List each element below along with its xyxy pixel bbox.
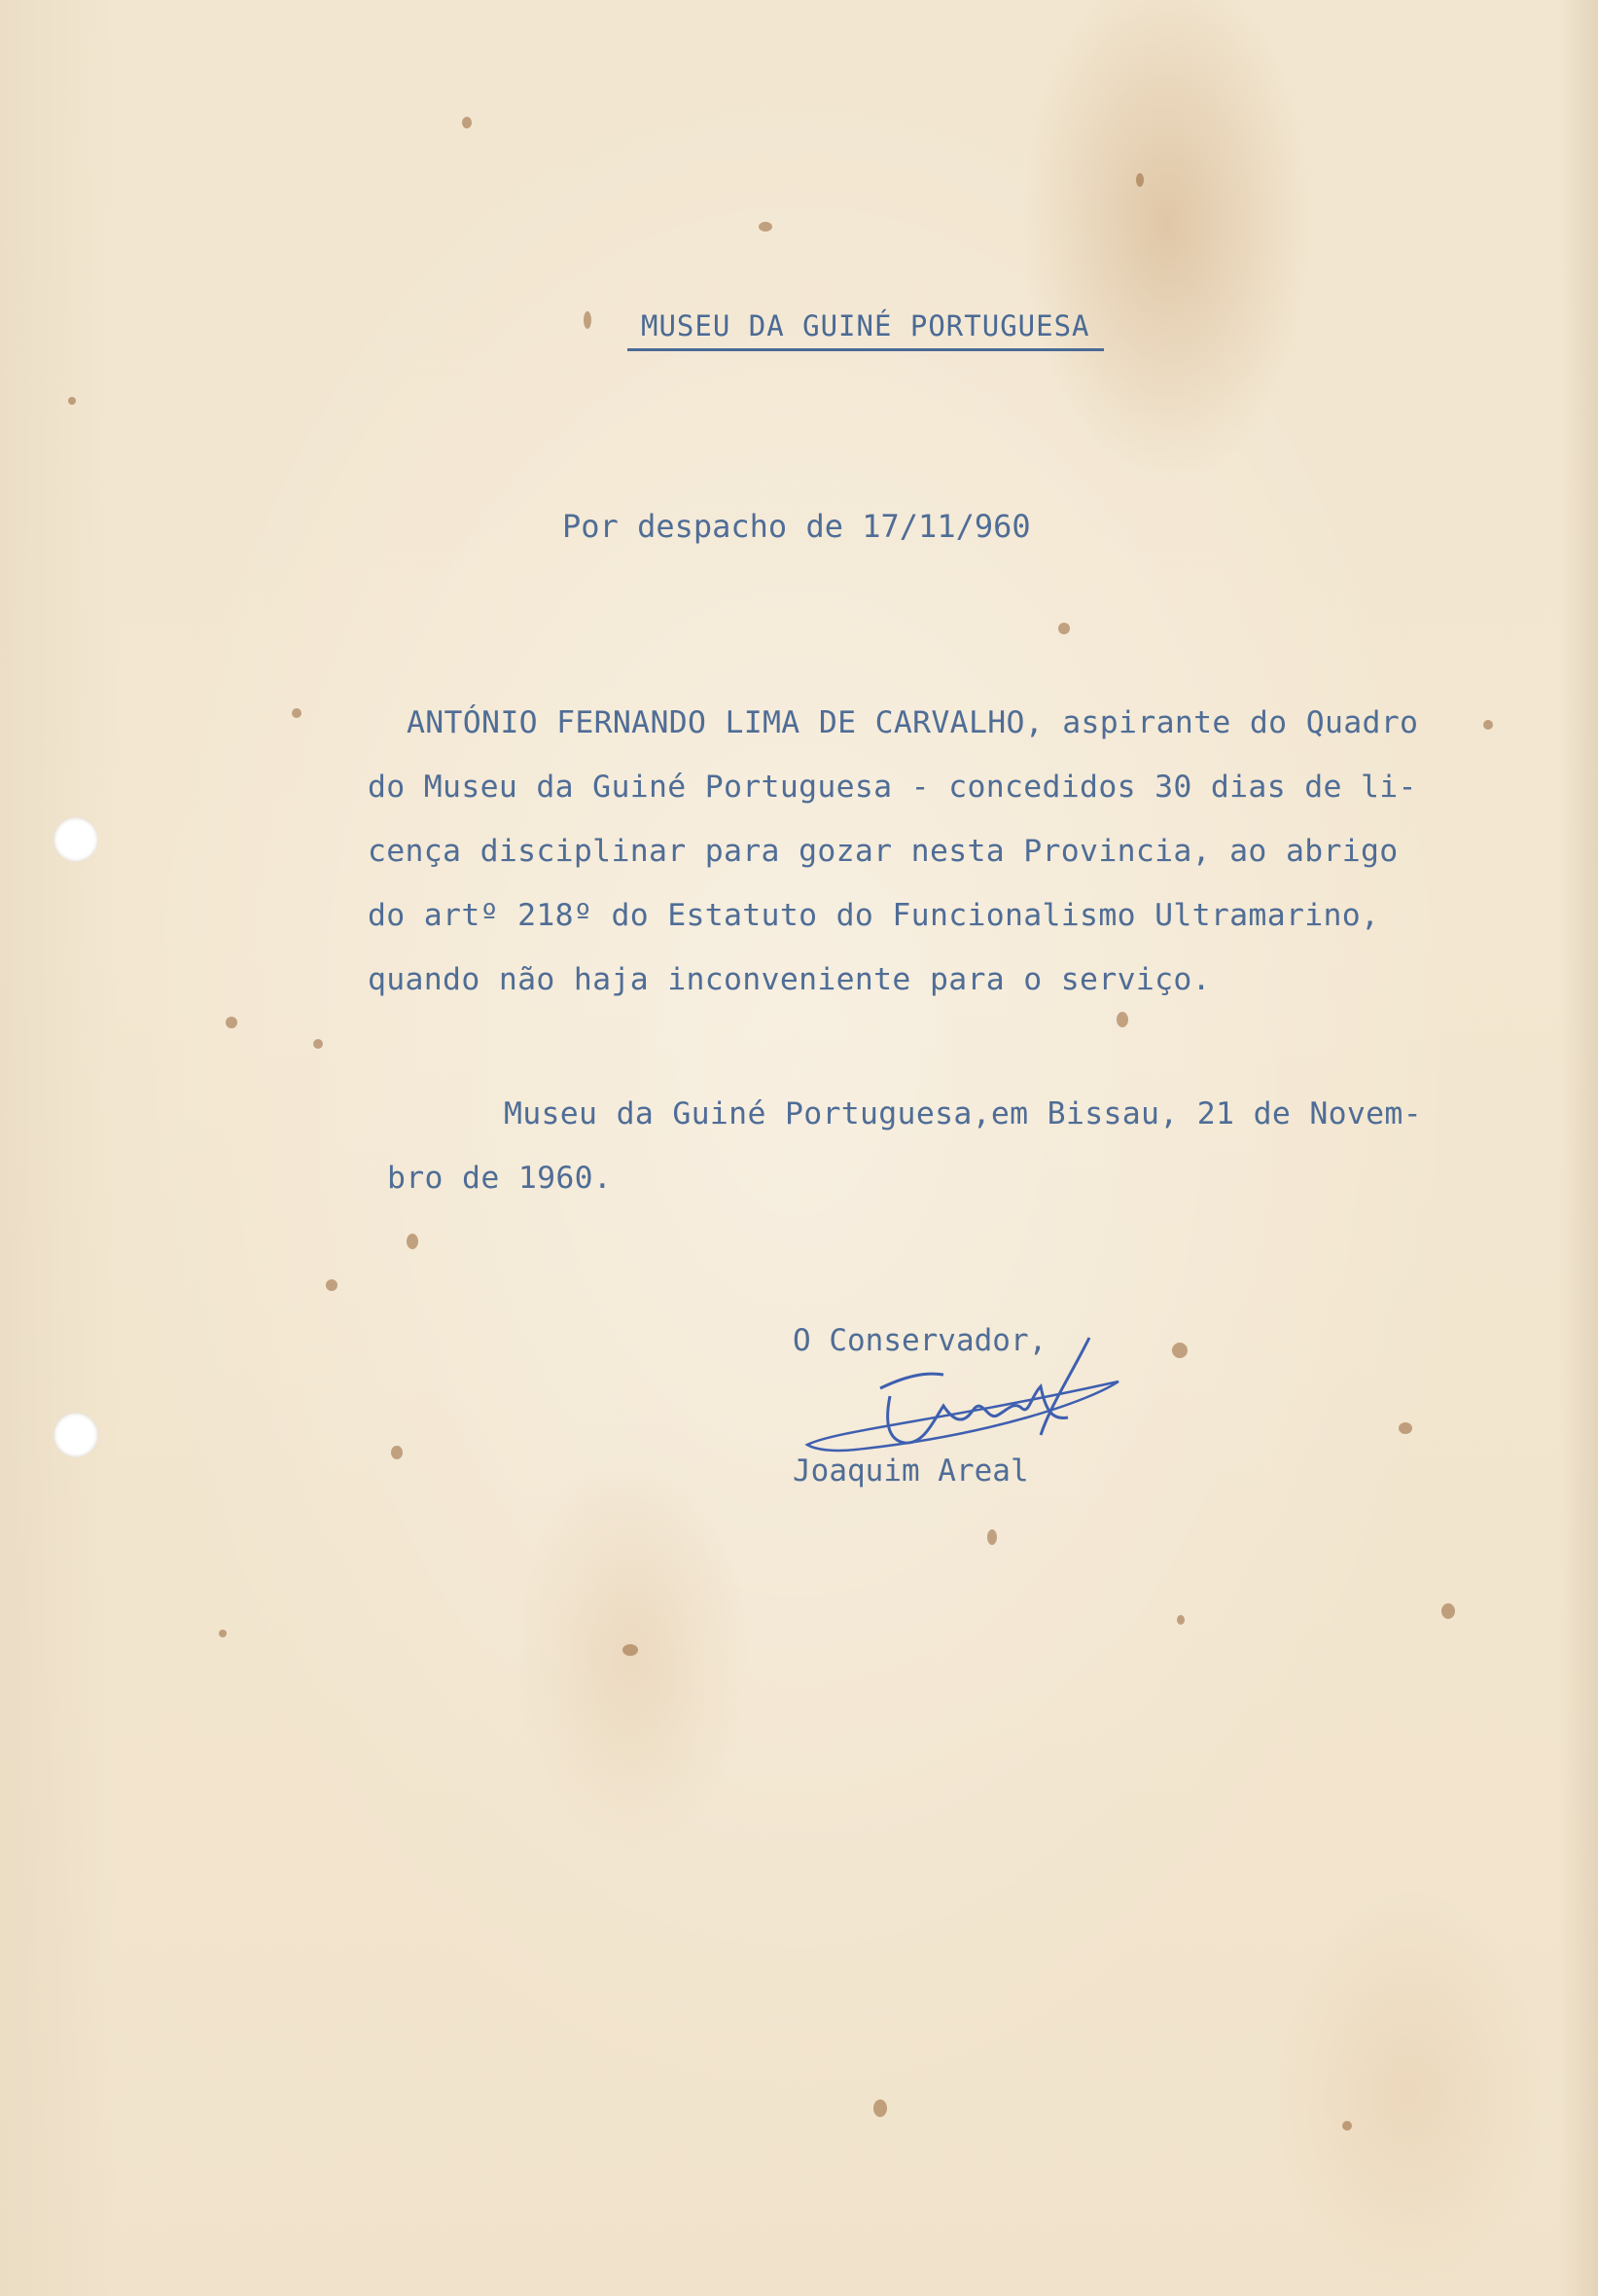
age-spot — [68, 397, 76, 405]
age-spot — [873, 2099, 887, 2117]
body-line-4: do artº 218º do Estatuto do Funcionalismo Ultramarino, — [368, 898, 1380, 933]
age-spot — [1136, 173, 1144, 187]
age-spot — [407, 1234, 418, 1249]
punch-hole-bottom — [53, 1413, 98, 1457]
body-line-2: do Museu da Guiné Portuguesa - concedidos 30 dias de li- — [368, 770, 1417, 805]
age-spot — [292, 708, 302, 718]
age-spot — [313, 1039, 323, 1049]
body-line-5: quando não haja inconveniente para o serviço. — [368, 962, 1211, 997]
age-spot — [219, 1630, 227, 1637]
age-spot — [391, 1446, 403, 1459]
age-spot — [226, 1017, 237, 1028]
handwritten-signature — [798, 1328, 1128, 1474]
body-line-3: cença disciplinar para gozar nesta Provincia, ao abrigo — [368, 834, 1399, 869]
age-spot — [1342, 2121, 1352, 2131]
age-spot — [1058, 623, 1070, 634]
closing-line-2: bro de 1960. — [387, 1161, 613, 1196]
punch-hole-top — [53, 817, 98, 862]
paper-left-edge — [0, 0, 117, 2296]
age-spot — [1177, 1615, 1185, 1625]
age-spot — [1399, 1422, 1412, 1434]
age-spot — [462, 117, 472, 128]
signatory-title: O Conservador, — [793, 1323, 1048, 1358]
paper-right-edge — [1559, 0, 1598, 2296]
age-spot — [759, 222, 772, 232]
age-spot — [1483, 720, 1493, 730]
age-spot — [1117, 1012, 1128, 1027]
body-line-1: ANTÓNIO FERNANDO LIMA DE CARVALHO, aspirante do Quadro — [407, 705, 1419, 740]
age-spot — [987, 1529, 997, 1545]
age-spot — [622, 1644, 638, 1656]
age-spot — [584, 311, 591, 329]
closing-line-1: Museu da Guiné Portuguesa,em Bissau, 21 de Novem- — [504, 1096, 1422, 1131]
age-spot — [1172, 1343, 1188, 1358]
signatory-name: Joaquim Areal — [793, 1453, 1029, 1489]
despacho-date-line: Por despacho de 17/11/960 — [562, 508, 1031, 545]
age-spot — [326, 1279, 337, 1291]
age-spot — [1441, 1603, 1455, 1619]
document-heading: MUSEU DA GUINÉ PORTUGUESA — [627, 309, 1104, 351]
